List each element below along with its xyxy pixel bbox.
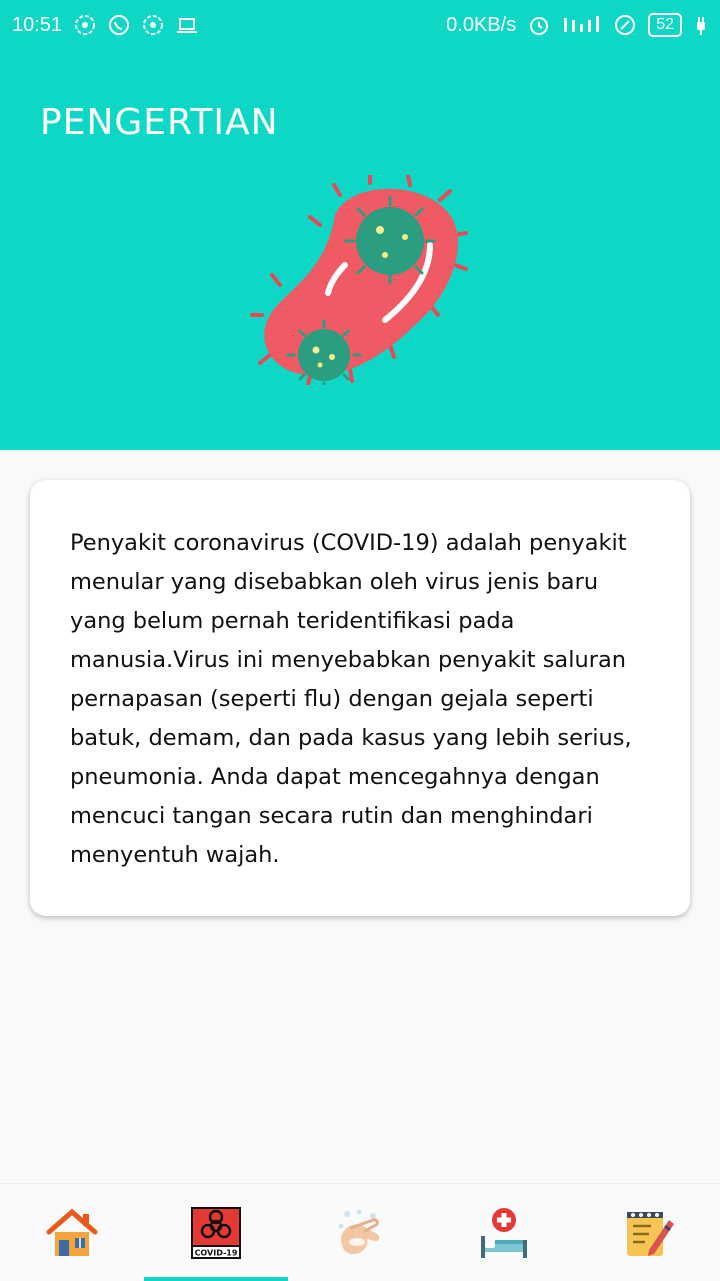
header: [0, 50, 720, 450]
notepad-icon: [621, 1206, 675, 1260]
nav-notes[interactable]: [576, 1184, 720, 1281]
hospital-bed-icon: [477, 1206, 531, 1260]
status-time: 10:51: [12, 13, 63, 36]
charging-icon: [694, 14, 708, 36]
link-icon: [614, 14, 636, 36]
page-title: PENGERTIAN: [40, 102, 279, 143]
virus-icon: [250, 175, 470, 385]
laptop-icon: [176, 14, 198, 36]
hand-wash-icon: [333, 1206, 387, 1260]
pinwheel-icon: [74, 14, 96, 36]
network-speed: 0.0KB/s: [446, 13, 517, 36]
signal-icon: [562, 14, 602, 36]
battery-icon: [648, 13, 682, 37]
status-bar-left: [12, 14, 198, 37]
nav-hand-wash[interactable]: [288, 1184, 432, 1281]
status-bar-right: [446, 13, 708, 37]
whatsapp-icon: [108, 14, 130, 36]
nav-home[interactable]: [0, 1184, 144, 1281]
active-tab-indicator: [144, 1277, 288, 1281]
battery-level: 52: [656, 16, 674, 33]
bottom-nav: [0, 1183, 720, 1281]
biohazard-icon: [189, 1206, 243, 1260]
home-icon: [45, 1206, 99, 1260]
alarm-icon: [528, 14, 550, 36]
description-card: [30, 480, 690, 916]
description-text: Penyakit coronavirus (COVID-19) adalah penyakit menular yang disebabkan oleh virus jenis baru yang belum pernah teridentifikasi pada manusia.Virus ini menyebabkan penyakit saluran pernapasan (seperti flu) dengan gejala seperti batuk, demam, dan pada kasus yang lebih serius, pneumonia. Anda dapat mencegahnya dengan mencuci tangan secara rutin dan menghindari menyentuh wajah.: [70, 530, 632, 868]
pinwheel-icon: [142, 14, 164, 36]
nav-covid[interactable]: [144, 1184, 288, 1281]
status-bar: [0, 0, 720, 50]
nav-covid-label: COVID-19: [194, 1248, 238, 1257]
nav-hospital[interactable]: [432, 1184, 576, 1281]
